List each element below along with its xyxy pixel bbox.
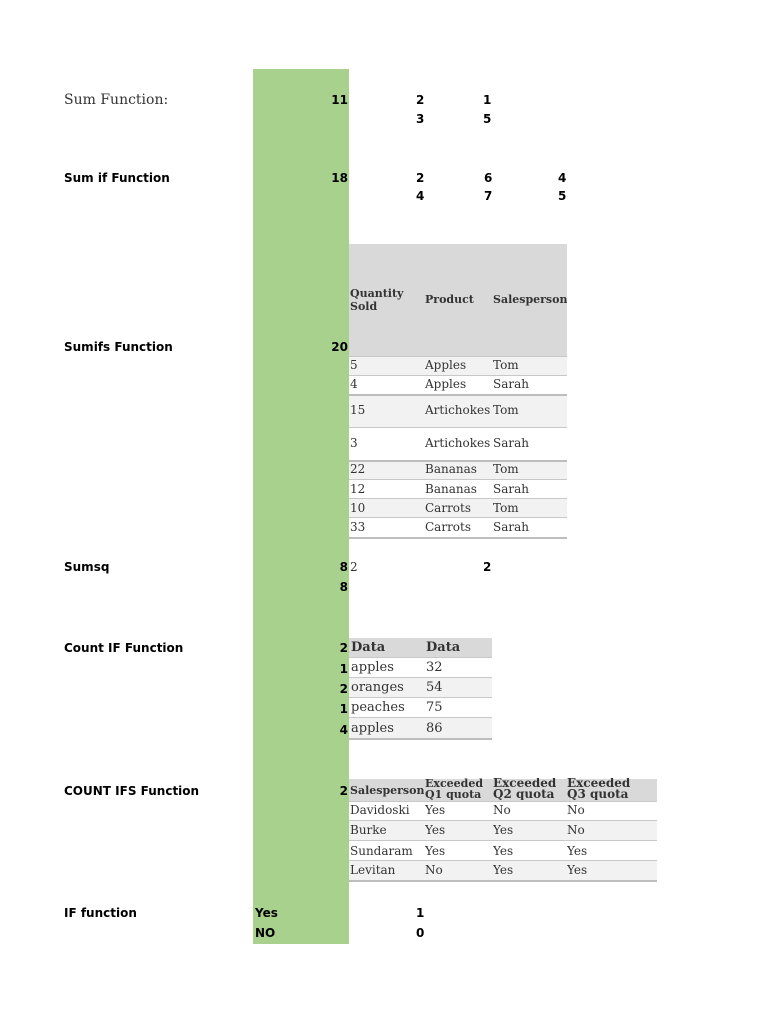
sumsq-label: Sumsq [64, 560, 110, 574]
sum-if-value[interactable]: 5 [558, 189, 567, 203]
table-cell[interactable]: oranges [351, 680, 404, 695]
sum-value[interactable]: 2 [416, 93, 425, 107]
count-ifs-result[interactable]: 2 [339, 784, 348, 798]
count-if-function-label: Count IF Function [64, 641, 184, 655]
table-cell[interactable]: Yes [425, 823, 446, 837]
table-cell[interactable]: Tom [493, 358, 519, 372]
table-cell[interactable]: 54 [426, 680, 443, 695]
sumifs-function-label: Sumifs Function [64, 340, 173, 354]
row-divider [349, 717, 492, 718]
countifs-header-q1[interactable]: Exceeded Q1 quota [425, 778, 484, 800]
sum-result[interactable]: 11 [331, 93, 348, 107]
if-function-label: IF function [64, 906, 137, 920]
table-cell[interactable]: Tom [493, 501, 519, 515]
table-cell[interactable]: Carrots [425, 520, 472, 534]
if-value[interactable]: 1 [416, 906, 425, 920]
countifs-header-salesperson[interactable]: Salesperson [350, 784, 425, 797]
table-cell[interactable]: peaches [351, 700, 405, 715]
table-cell[interactable]: 5 [350, 358, 358, 372]
countifs-header-q3[interactable]: Exceeded Q3 quota [567, 778, 631, 800]
table-cell[interactable]: Carrots [425, 501, 472, 515]
sum-if-value[interactable]: 4 [416, 189, 425, 203]
table-cell[interactable]: apples [351, 660, 394, 675]
table-cell[interactable]: No [493, 803, 511, 817]
sum-function-label: Sum Function: [64, 92, 169, 108]
table-cell[interactable]: 10 [350, 501, 366, 515]
table-cell[interactable]: 4 [350, 377, 358, 391]
table-cell[interactable]: Sarah [493, 482, 529, 496]
table-cell[interactable]: apples [351, 721, 394, 736]
table-cell[interactable]: Burke [350, 823, 387, 837]
row-divider [349, 537, 567, 539]
table-cell[interactable]: 12 [350, 482, 366, 496]
row-divider [349, 801, 657, 802]
sumifs-header-product[interactable]: Product [425, 293, 474, 306]
table-cell[interactable]: Tom [493, 462, 519, 476]
table-cell[interactable]: Sundaram [350, 844, 413, 858]
if-result-yes[interactable]: Yes [255, 906, 278, 920]
sumsq-value[interactable]: 2 [350, 560, 358, 574]
count-if-result[interactable]: 1 [339, 702, 348, 716]
sumifs-header-salesperson[interactable]: Salesperson [493, 293, 568, 306]
count-if-result[interactable]: 1 [339, 662, 348, 676]
row-divider [349, 820, 657, 821]
table-cell[interactable]: 32 [426, 660, 443, 675]
row-divider [349, 517, 567, 518]
table-cell[interactable]: Levitan [350, 863, 396, 877]
table-cell[interactable]: Sarah [493, 377, 529, 391]
table-cell[interactable]: Artichokes [425, 403, 491, 417]
count-if-result[interactable]: 2 [339, 641, 348, 655]
if-result-no[interactable]: NO [255, 926, 276, 940]
table-cell[interactable]: Apples [425, 358, 467, 372]
sum-if-value[interactable]: 6 [484, 171, 493, 185]
row-divider [349, 738, 492, 740]
sumifs-result[interactable]: 20 [331, 340, 348, 354]
sum-value[interactable]: 1 [483, 93, 492, 107]
sum-if-value[interactable]: 4 [558, 171, 567, 185]
row-divider [349, 427, 567, 428]
sum-if-value[interactable]: 7 [484, 189, 493, 203]
row-divider [349, 880, 657, 882]
highlight-column [253, 69, 349, 944]
table-cell[interactable]: Yes [493, 863, 514, 877]
sum-if-value[interactable]: 2 [416, 171, 425, 185]
countif-header[interactable]: Data [426, 640, 461, 655]
sumsq-result[interactable]: 8 [339, 580, 348, 594]
table-cell[interactable]: Artichokes [425, 436, 491, 450]
table-cell[interactable]: Sarah [493, 436, 529, 450]
sum-value[interactable]: 5 [483, 112, 492, 126]
row-divider [349, 356, 567, 357]
table-cell[interactable]: Yes [425, 803, 446, 817]
sum-value[interactable]: 3 [416, 112, 425, 126]
table-cell[interactable]: Davidoski [350, 803, 410, 817]
table-cell[interactable]: Yes [567, 844, 588, 858]
row-divider [349, 860, 657, 861]
row-divider [349, 498, 567, 499]
table-cell[interactable]: Bananas [425, 482, 477, 496]
table-cell[interactable]: Yes [493, 823, 514, 837]
row-divider [349, 697, 492, 698]
row-divider [349, 840, 657, 841]
row-divider [349, 677, 492, 678]
table-cell[interactable]: 75 [426, 700, 443, 715]
table-cell[interactable]: Yes [567, 863, 588, 877]
table-cell[interactable]: No [567, 823, 585, 837]
table-cell[interactable]: Sarah [493, 520, 529, 534]
table-cell[interactable]: Yes [493, 844, 514, 858]
row-divider [349, 657, 492, 658]
table-cell[interactable]: 86 [426, 721, 443, 736]
if-value[interactable]: 0 [416, 926, 425, 940]
row-divider [349, 375, 567, 376]
table-cell[interactable]: Tom [493, 403, 519, 417]
countifs-header-q2[interactable]: Exceeded Q2 quota [493, 778, 557, 800]
table-cell[interactable]: Apples [425, 377, 467, 391]
countif-header[interactable]: Data [351, 640, 386, 655]
table-cell[interactable]: Bananas [425, 462, 477, 476]
count-if-result[interactable]: 2 [339, 682, 348, 696]
sumsq-result[interactable]: 8 [339, 560, 348, 574]
count-ifs-function-label: COUNT IFS Function [64, 784, 200, 798]
table-cell[interactable]: 22 [350, 462, 366, 476]
sumifs-header-quantity[interactable]: Quantity Sold [350, 287, 404, 313]
sumsq-value[interactable]: 2 [483, 560, 492, 574]
table-cell[interactable]: 33 [350, 520, 366, 534]
table-cell[interactable]: 15 [350, 403, 366, 417]
table-cell[interactable]: No [567, 803, 585, 817]
row-divider [349, 394, 567, 396]
table-cell[interactable]: Yes [425, 844, 446, 858]
row-divider [349, 479, 567, 480]
table-cell[interactable]: 3 [350, 436, 358, 450]
count-if-result[interactable]: 4 [339, 723, 348, 737]
sum-if-result[interactable]: 18 [331, 171, 348, 185]
sum-if-function-label: Sum if Function [64, 171, 170, 185]
table-cell[interactable]: No [425, 863, 443, 877]
